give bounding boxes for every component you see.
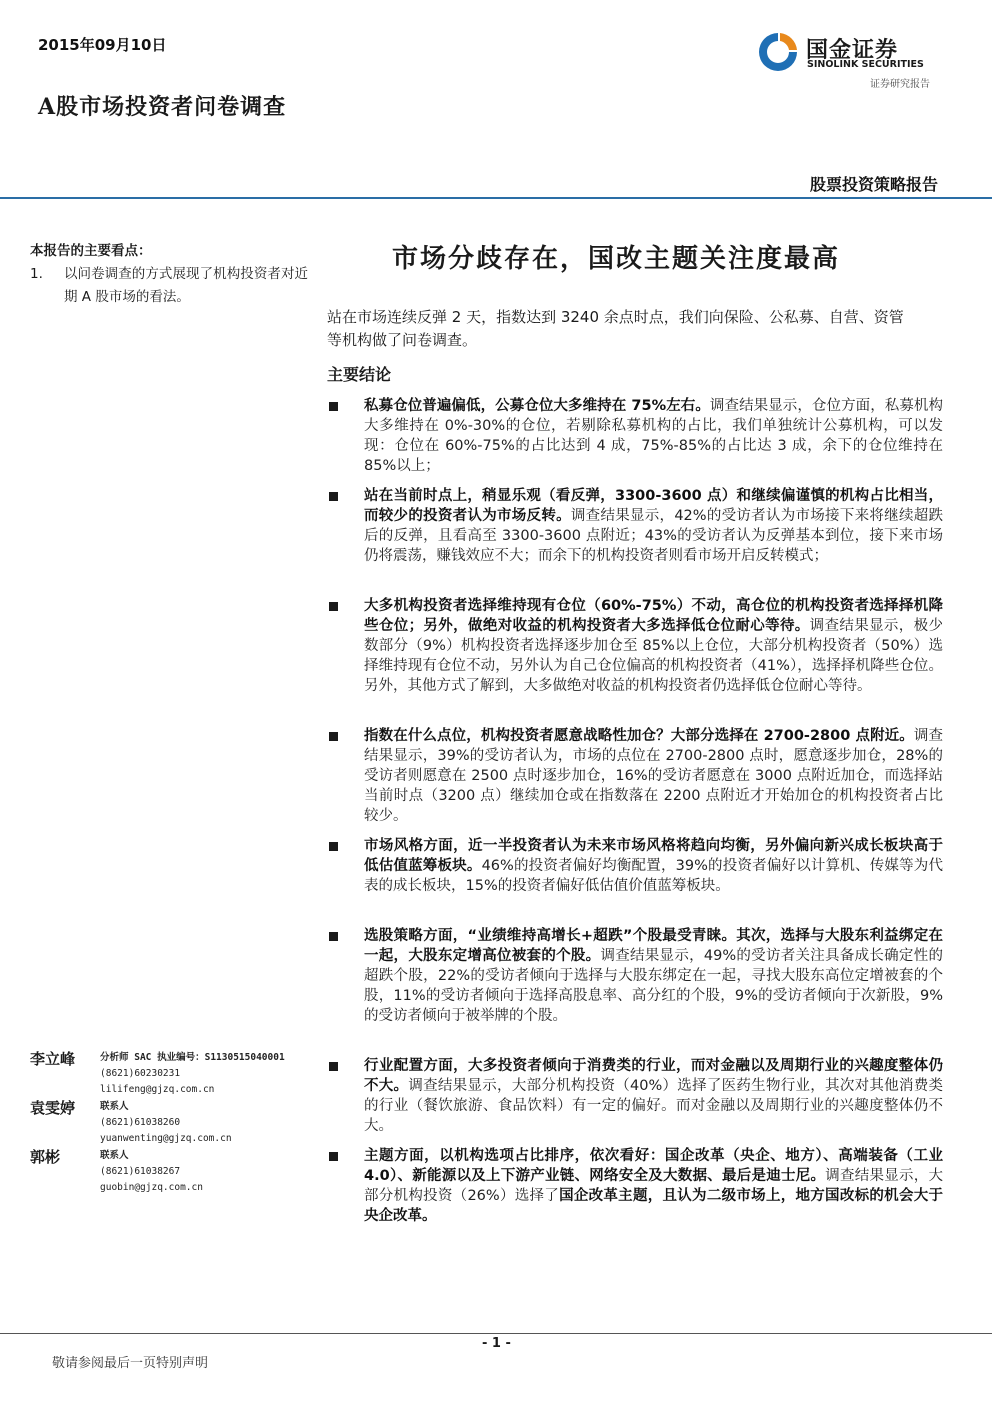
intro-paragraph: 站在市场连续反弹 2 天，指数达到 3240 余点时点，我们向保险、公私募、自营、资管等机构做了问卷调查。	[327, 308, 904, 349]
conclusion-item	[327, 486, 943, 566]
logo-english-name: SINOLINK SECURITIES	[807, 59, 924, 70]
conclusion-highlight: 私募仓位普遍偏低，公募仓位大多维持在 75%左右。	[364, 398, 710, 414]
conclusion-detail: 调查结果显示，42%的受访者认为市场接下来将继续超跌后的反弹，且看高至 3300-3600 点附近；43%的受访者认为反弹基本到位，接下来市场仍将震荡，赚钱效应不大；而余下的机构投资者则看市场开启反转模式；	[364, 508, 943, 564]
key-points-heading: 本报告的主要看点：	[30, 243, 152, 259]
conclusion-highlight: 选股策略方面，“业绩维持高增长+超跌”个股最受青睐。其次，选择与大股东利益绑定在一起，大股东定增高位被套的个股。	[364, 928, 943, 964]
analyst-email[interactable]: lilifeng@gjzq.com.cn	[100, 1084, 215, 1095]
bullet-square-icon	[329, 932, 338, 941]
conclusion-detail: 调查结果显示，极少数部分（9%）机构投资者选择逐步加仓至 85%以上仓位，大部分机构投资者（50%）选择维持现有仓位不动，另外认为自己仓位偏高的机构投资者（41%），选择择机降些仓位。另外，其他方式了解到，大多做绝对收益的机构投资者仍选择低仓位耐心等待。	[364, 618, 943, 694]
conclusion-detail: 调查结果显示，大部分机构投资（26%）选择了	[364, 1168, 943, 1204]
conclusions-heading: 主要结论	[327, 365, 392, 384]
analyst-email[interactable]: yuanwenting@gjzq.com.cn	[100, 1133, 232, 1144]
key-point-item	[30, 263, 310, 309]
conclusion-item	[327, 596, 943, 696]
analyst-name: 李立峰	[30, 1050, 76, 1068]
bullet-square-icon	[329, 602, 338, 611]
conclusion-highlight-tail: 国企改革主题，且认为二级市场上，地方国改标的机会大于央企改革。	[364, 1188, 943, 1224]
bullet-square-icon	[329, 402, 338, 411]
key-point-number: 1.	[30, 266, 43, 282]
page-number: - 1 -	[482, 1336, 511, 1351]
analyst-name: 郭彬	[30, 1148, 61, 1166]
bullet-square-icon	[329, 492, 338, 501]
conclusion-item	[327, 836, 943, 896]
logo-chinese-name: 国金证券	[806, 38, 899, 63]
conclusion-detail: 调查结果显示，大部分机构投资（40%）选择了医药生物行业，其次对其他消费类的行业（餐饮旅游、食品饮料）有一定的偏好。而对金融以及周期行业的兴趣度整体仍不大。	[364, 1078, 944, 1134]
bullet-square-icon	[329, 1152, 338, 1161]
company-logo	[756, 30, 956, 92]
conclusion-detail: 调查结果显示，39%的受访者认为，市场的点位在 2700-2800 点时，愿意逐步加仓，28%的受访者则愿意在 2500 点时逐步加仓，16%的受访者愿意在 3000 点附近加仓，而选择站当前时点（3200 点）继续加仓或在指数落在 2200 点附近才开始加仓的机构投资者占比较少。	[364, 728, 943, 824]
bullet-square-icon	[329, 842, 338, 851]
analyst-role: 联系人	[100, 1150, 129, 1161]
report-title: A股市场投资者问卷调查	[38, 94, 287, 120]
conclusion-highlight: 站在当前时点上，稍显乐观（看反弹，3300-3600 点）和继续偏谨慎的机构占比相当，而较少的投资者认为市场反转。	[364, 488, 943, 524]
conclusion-detail: 调查结果显示，仓位方面，私募机构大多维持在 0%-30%的仓位，若剔除私募机构的占比，我们单独统计公募机构，可以发现：仓位在 60%-75%的占比达到 4 成，75%-85%的占比达 3 成，余下的仓位维持在 85%以上；	[364, 398, 944, 474]
conclusion-item	[327, 1056, 943, 1136]
analyst-phone: (8621)60230231	[100, 1068, 181, 1079]
disclaimer-note: 敬请参阅最后一页特别声明	[52, 1356, 209, 1371]
conclusion-detail: 调查结果显示，49%的受访者关注具备成长确定性的超跌个股，22%的受访者倾向于选择与大股东绑定在一起，寻找大股东高位定增被套的个股，11%的受访者倾向于选择高股息率、高分红的个股，9%的受访者倾向于次新股，9%的受访者倾向于被举牌的个股。	[364, 948, 943, 1024]
conclusion-highlight: 行业配置方面，大多投资者倾向于消费类的行业，而对金融以及周期行业的兴趣度整体仍不大。	[364, 1058, 943, 1094]
analyst-role: 联系人	[100, 1101, 129, 1112]
analyst-phone: (8621)61038260	[100, 1117, 181, 1128]
conclusion-highlight: 市场风格方面，近一半投资者认为未来市场风格将趋向均衡，另外偏向新兴成长板块高于低估值蓝筹板块。	[364, 838, 943, 874]
analyst-role: 分析师 SAC 执业编号：S1130515040001	[100, 1052, 285, 1063]
footer-divider	[0, 1333, 992, 1334]
analyst-name: 袁雯婷	[30, 1099, 76, 1117]
conclusion-item	[327, 926, 943, 1026]
logo-subtitle: 证券研究报告	[870, 79, 930, 90]
sinolink-logo-icon	[756, 30, 800, 74]
key-point-text: 以问卷调查的方式展现了机构投资者对近期 A 股市场的看法。	[64, 266, 308, 305]
conclusion-highlight: 指数在什么点位，机构投资者愿意战略性加仓？大部分选择在 2700-2800 点附近。	[364, 728, 914, 744]
conclusion-item	[327, 726, 943, 826]
header-divider	[0, 197, 992, 199]
conclusion-item	[327, 1146, 943, 1226]
report-category: 股票投资策略报告	[809, 175, 938, 194]
conclusion-highlight: 大多机构投资者选择维持现有仓位（60%-75%）不动，高仓位的机构投资者选择择机降些仓位；另外，做绝对收益的机构投资者大多选择低仓位耐心等待。	[364, 598, 943, 634]
bullet-square-icon	[329, 1062, 338, 1071]
key-points-sidebar	[30, 240, 310, 309]
conclusion-highlight: 主题方面，以机构选项占比排序，依次看好：国企改革（央企、地方）、高端装备（工业 4.0）、新能源以及上下游产业链、网络安全及大数据、最后是迪士尼。	[364, 1148, 943, 1184]
conclusion-detail: 46%的投资者偏好均衡配置，39%的投资者偏好以计算机、传媒等为代表的成长板块，15%的投资者偏好低估值价值蓝筹板块。	[364, 858, 943, 894]
analyst-email[interactable]: guobin@gjzq.com.cn	[100, 1182, 203, 1193]
analyst-phone: (8621)61038267	[100, 1166, 181, 1177]
main-title: 市场分歧存在，国改主题关注度最高	[392, 244, 841, 274]
bullet-square-icon	[329, 732, 338, 741]
conclusion-item	[327, 396, 943, 476]
report-date: 2015年09月10日	[38, 36, 167, 54]
